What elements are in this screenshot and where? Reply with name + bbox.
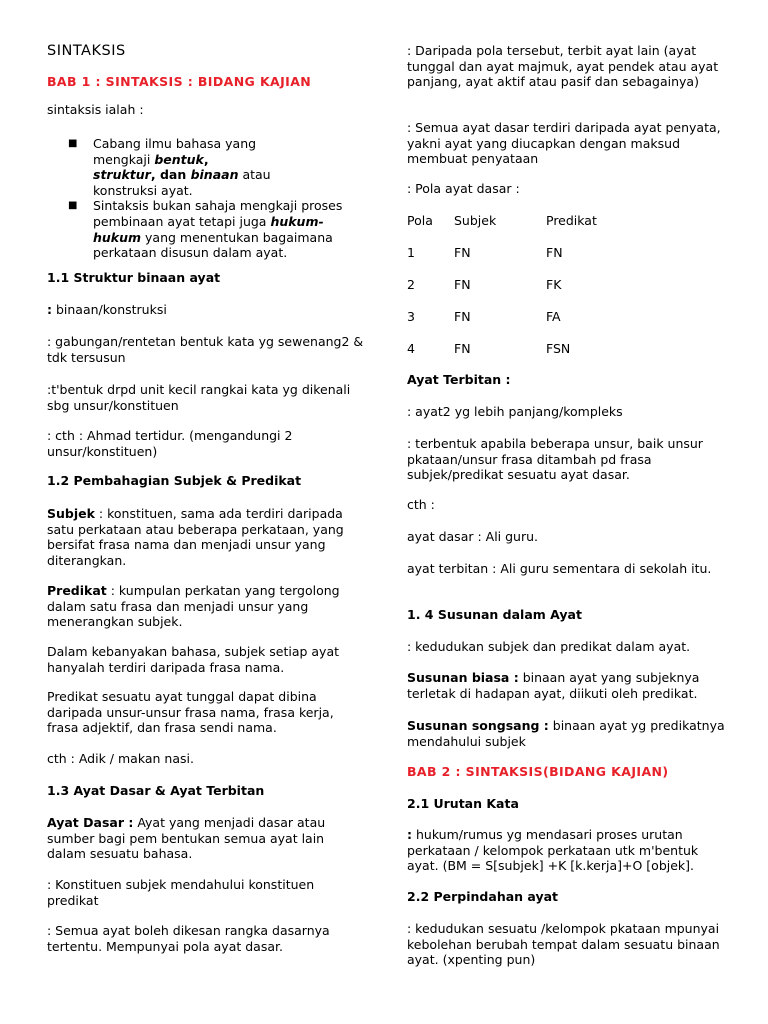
table-row — [407, 245, 733, 261]
paragraph: : kedudukan subjek dan predikat dalam ayat. — [407, 639, 691, 654]
table-cell: FN — [546, 245, 563, 260]
table-cell: FSN — [546, 341, 571, 356]
paragraph: : Pola ayat dasar : — [407, 181, 520, 196]
paragraph: Predikat : kumpulan perkatan yang tergolong dalam satu frasa dan menjadi unsur yang menerangkan subjek. — [47, 583, 340, 630]
table-cell: FN — [454, 309, 471, 324]
table-cell: 3 — [407, 309, 415, 324]
section-1-2-heading: 1.2 Pembahagian Subjek & Predikat — [47, 473, 302, 488]
paragraph: : Semua ayat boleh dikesan rangka dasarnya tertentu. Mempunyai pola ayat dasar. — [47, 923, 330, 954]
paragraph: Predikat sesuatu ayat tunggal dapat dibina daripada unsur-unsur frasa nama, frasa kerja, frasa adjektif, dan frasa sendi nama. — [47, 689, 334, 736]
paragraph: : Daripada pola tersebut, terbit ayat lain (ayat tunggal dan ayat majmuk, ayat pendek atau ayat panjang, ayat aktif atau pasif dan sebagainya) — [407, 43, 719, 90]
section-1-4-heading: 1. 4 Susunan dalam Ayat — [407, 607, 582, 622]
paragraph: : cth : Ahmad tertidur. (mengandungi 2 unsur/konstituen) — [47, 428, 293, 459]
table-cell: 2 — [407, 277, 415, 292]
table-cell: 1 — [407, 245, 415, 260]
bab1-heading: BAB 1 : SINTAKSIS : BIDANG KAJIAN — [47, 74, 312, 89]
pola-table-header — [407, 213, 733, 229]
table-cell: FN — [454, 341, 471, 356]
paragraph: : hukum/rumus yg mendasari proses urutan perkataan / kelompok perkataan utk m'bentuk ayat. (BM = S[subjek] +K [k.kerja]+O [objek]. — [407, 827, 699, 874]
paragraph: : binaan/konstruksi — [47, 302, 167, 317]
table-cell: FN — [454, 277, 471, 292]
list-item: ■ Sintaksis bukan sahaja mengkaji proses pembinaan ayat tetapi juga hukum-hukum yang menentukan bagaimana perkataan disusun dalam ayat. — [68, 198, 343, 261]
section-2-1-heading: 2.1 Urutan Kata — [407, 796, 519, 811]
intro-text: sintaksis ialah : — [47, 102, 144, 117]
table-header-cell: Subjek — [454, 213, 497, 228]
paragraph: : gabungan/rentetan bentuk kata yg sewenang2 & tdk tersusun — [47, 334, 364, 365]
bab2-heading: BAB 2 : SINTAKSIS(BIDANG KAJIAN) — [407, 764, 669, 779]
paragraph: : Konstituen subjek mendahului konstituen predikat — [47, 877, 315, 908]
paragraph: Susunan songsang : binaan ayat yg predikatnya mendahului subjek — [407, 718, 725, 749]
table-header-cell: Pola — [407, 213, 433, 228]
paragraph: : terbentuk apabila beberapa unsur, baik unsur pkataan/unsur frasa ditambah pd frasa subjek/predikat sesuatu ayat dasar. — [407, 436, 703, 483]
paragraph: ayat terbitan : Ali guru sementara di sekolah itu. — [407, 561, 712, 576]
section-1-3-heading: 1.3 Ayat Dasar & Ayat Terbitan — [47, 783, 265, 798]
paragraph: : kedudukan sesuatu /kelompok pkataan mpunyai kebolehan berubah tempat dalam sesuatu binaan ayat. (xpenting pun) — [407, 921, 720, 968]
paragraph: Subjek : konstituen, sama ada terdiri daripada satu perkataan atau beberapa perkataan, yang bersifat frasa nama dan menjadi unsur yang diterangkan. — [47, 506, 344, 568]
table-cell: FN — [454, 245, 471, 260]
bullet-icon: ■ — [68, 138, 78, 149]
section-1-1-heading: 1.1 Struktur binaan ayat — [47, 270, 221, 285]
table-cell: FA — [546, 309, 561, 324]
ayat-terbitan-heading: Ayat Terbitan : — [407, 372, 511, 387]
table-row — [407, 309, 733, 325]
table-cell: 4 — [407, 341, 415, 356]
paragraph: Susunan biasa : binaan ayat yang subjeknya terletak di hadapan ayat, diikuti oleh predikat. — [407, 670, 700, 701]
bullet-icon: ■ — [68, 200, 78, 212]
list-item: ■ Cabang ilmu bahasa yang mengkaji bentuk, struktur, dan binaan atau konstruksi ayat. — [68, 136, 271, 198]
paragraph: cth : — [407, 497, 435, 512]
section-2-2-heading: 2.2 Perpindahan ayat — [407, 889, 559, 904]
doc-title: SINTAKSIS — [47, 43, 126, 59]
paragraph: cth : Adik / makan nasi. — [47, 751, 194, 766]
paragraph: :t'bentuk drpd unit kecil rangkai kata yg dikenali sbg unsur/konstituen — [47, 382, 351, 413]
paragraph: : ayat2 yg lebih panjang/kompleks — [407, 404, 623, 419]
paragraph: : Semua ayat dasar terdiri daripada ayat penyata, yakni ayat yang diucapkan dengan maksud membuat penyataan — [407, 120, 721, 167]
paragraph: Dalam kebanyakan bahasa, subjek setiap ayat hanyalah terdiri daripada frasa nama. — [47, 644, 340, 675]
table-row — [407, 277, 733, 293]
table-header-cell: Predikat — [546, 213, 597, 228]
paragraph: Ayat Dasar : Ayat yang menjadi dasar atau sumber bagi pem bentukan semua ayat lain dalam sesuatu bahasa. — [47, 815, 326, 862]
paragraph: ayat dasar : Ali guru. — [407, 529, 539, 544]
table-cell: FK — [546, 277, 562, 292]
table-row — [407, 341, 733, 357]
definition-list — [47, 136, 365, 261]
